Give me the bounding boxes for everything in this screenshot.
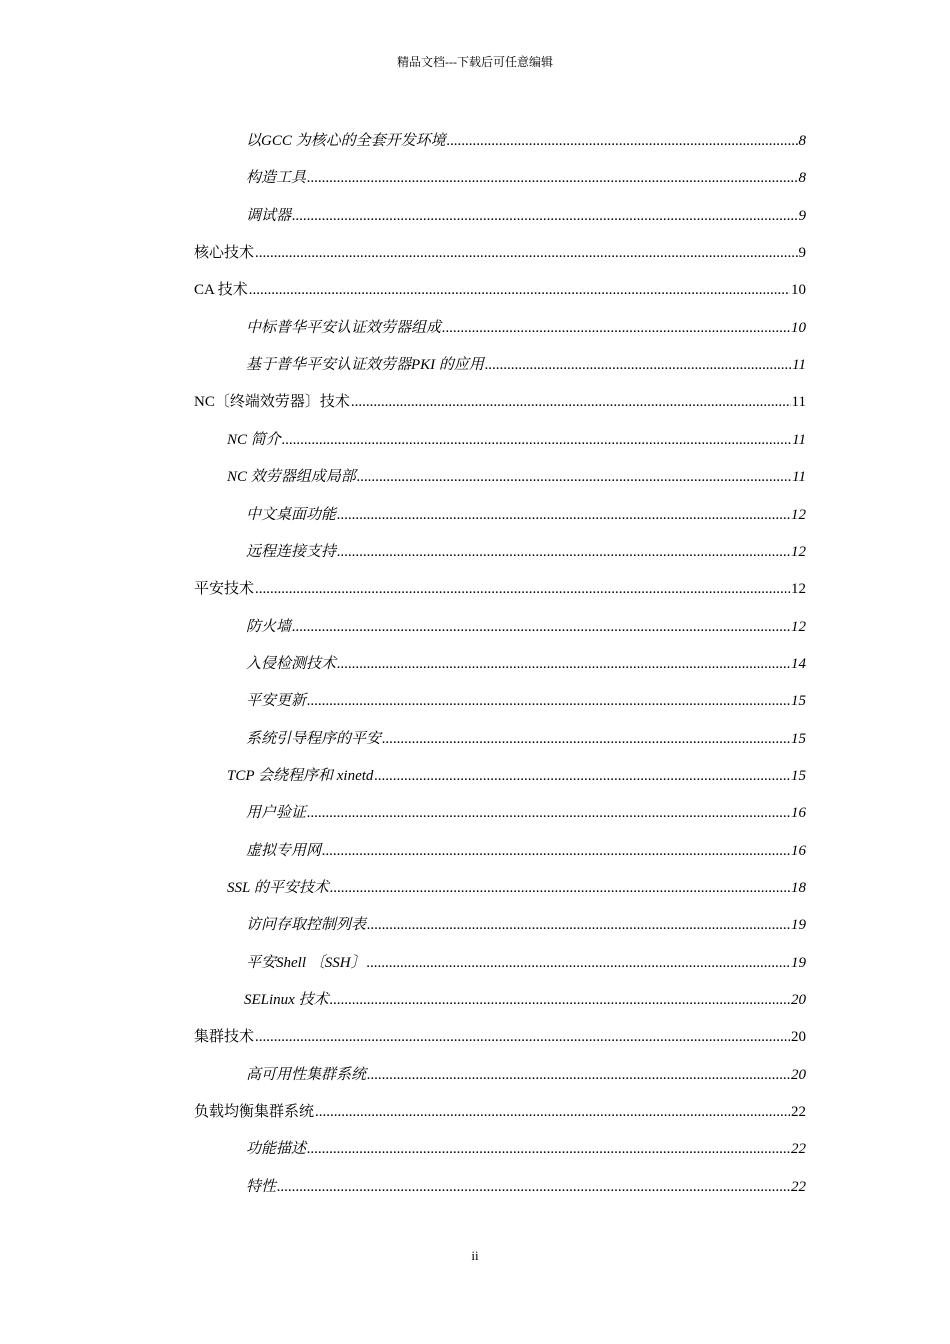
- dot-leader: [282, 425, 791, 455]
- toc-entry[interactable]: [246, 910, 806, 940]
- toc-entry-page-number: 11: [791, 394, 806, 411]
- toc-entry-page-number: 11: [792, 469, 806, 486]
- dot-leader: [357, 462, 791, 492]
- dot-leader: [315, 1097, 790, 1127]
- toc-entry-title: TCP 会绕程序和 xinetd: [227, 767, 374, 784]
- toc-entry-title: 高可用性集群系统: [246, 1066, 367, 1083]
- toc-entry[interactable]: [194, 275, 806, 305]
- toc-entry-title: 访问存取控制列表: [246, 917, 367, 934]
- toc-entry-title: 防火墙: [246, 618, 292, 635]
- dot-leader: [307, 798, 790, 828]
- toc-entry-title: 核心技术: [194, 245, 255, 262]
- dot-leader: [307, 1134, 790, 1164]
- toc-entry[interactable]: [194, 1097, 806, 1127]
- toc-entry-page-number: 15: [791, 730, 806, 747]
- toc-entry[interactable]: [227, 462, 806, 492]
- dot-leader: [307, 686, 790, 716]
- dot-leader: [255, 574, 790, 604]
- toc-entry-page-number: 16: [791, 842, 806, 859]
- toc-entry[interactable]: [246, 126, 806, 156]
- toc-entry-title: NC 简介: [227, 431, 281, 448]
- toc-entry[interactable]: [194, 238, 806, 268]
- toc-entry[interactable]: [246, 163, 806, 193]
- toc-entry[interactable]: [246, 836, 806, 866]
- page-header: 精品文档---下载后可任意编辑: [397, 55, 553, 69]
- toc-entry-title: 远程连接支持: [246, 543, 337, 560]
- dot-leader: [382, 724, 790, 754]
- dot-leader: [447, 126, 798, 156]
- page-number: ii: [471, 1248, 479, 1263]
- toc-entry-title: 虚拟专用网: [246, 842, 322, 859]
- toc-entry-page-number: 19: [791, 954, 806, 971]
- toc-entry-title: 功能描述: [246, 1141, 307, 1158]
- toc-entry[interactable]: [246, 948, 806, 978]
- toc-entry[interactable]: [227, 425, 806, 455]
- toc-entry[interactable]: [194, 387, 806, 417]
- toc-entry[interactable]: [194, 574, 806, 604]
- toc-entry-page-number: 15: [791, 693, 806, 710]
- toc-entry-page-number: 8: [798, 170, 806, 187]
- toc-entry-title: 平安更新: [246, 693, 307, 710]
- toc-entry-title: 入侵检测技术: [246, 655, 337, 672]
- toc-entry-title: 以GCC 为核心的全套开发环境: [246, 133, 446, 149]
- dot-leader: [255, 238, 797, 268]
- toc-entry-page-number: 22: [791, 1141, 806, 1158]
- toc-entry-page-number: 22: [791, 1104, 806, 1121]
- toc-entry-title: 调试器: [246, 207, 292, 224]
- toc-entry-title: 负载均衡集群系统: [194, 1104, 315, 1121]
- toc-entry-title: NC 效劳器组成局部: [227, 469, 356, 486]
- toc-entry-page-number: 20: [791, 992, 806, 1009]
- dot-leader: [255, 1022, 790, 1052]
- toc-entry-page-number: 11: [792, 357, 806, 374]
- toc-entry-page-number: 19: [791, 917, 806, 934]
- toc-entry-title: 系统引导程序的平安: [246, 730, 382, 747]
- toc-entry-page-number: 8: [798, 133, 806, 149]
- toc-entry-page-number: 10: [791, 319, 806, 336]
- toc-entry-page-number: 12: [791, 618, 806, 635]
- toc-entry-page-number: 20: [791, 1066, 806, 1083]
- toc-entry-title: 特性: [246, 1178, 277, 1195]
- toc-entry-page-number: 9: [798, 245, 806, 262]
- toc-entry[interactable]: [246, 500, 806, 530]
- dot-leader: [330, 985, 790, 1015]
- dot-leader: [307, 163, 797, 193]
- toc-entry[interactable]: [246, 1060, 806, 1090]
- toc-entry-page-number: 20: [791, 1029, 806, 1046]
- toc-entry-page-number: 15: [791, 767, 806, 784]
- toc-entry[interactable]: [246, 313, 806, 343]
- dot-leader: [337, 649, 790, 679]
- toc-entry-page-number: 18: [791, 880, 806, 896]
- toc-entry[interactable]: [244, 985, 806, 1015]
- dot-leader: [367, 1060, 790, 1090]
- dot-leader: [351, 387, 791, 417]
- toc-entry-page-number: 12: [791, 506, 806, 523]
- toc-entry-title: 中文桌面功能: [246, 506, 337, 523]
- toc-entry-title: NC〔终端效劳器〕技术: [194, 394, 350, 411]
- toc-entry[interactable]: [246, 612, 806, 642]
- toc-entry-title: CA 技术: [194, 282, 248, 299]
- toc-entry-title: 构造工具: [246, 170, 307, 187]
- toc-entry[interactable]: [227, 873, 806, 903]
- toc-entry[interactable]: [246, 724, 806, 754]
- dot-leader: [249, 275, 790, 305]
- toc-entry-page-number: 9: [798, 207, 806, 224]
- toc-entry-title: 平安Shell 〔SSH〕: [246, 954, 366, 971]
- toc-entry[interactable]: [246, 537, 806, 567]
- dot-leader: [485, 350, 791, 380]
- toc-entry[interactable]: [246, 798, 806, 828]
- toc-entry-page-number: 22: [791, 1178, 806, 1195]
- toc-entry[interactable]: [246, 350, 806, 380]
- toc-entry[interactable]: [227, 761, 806, 791]
- toc-entry[interactable]: [246, 1134, 806, 1164]
- dot-leader: [292, 612, 790, 642]
- toc-entry-page-number: 11: [792, 431, 806, 448]
- dot-leader: [374, 761, 790, 791]
- toc-entry-title: 中标普华平安认证效劳器组成: [246, 319, 442, 336]
- toc-entry-page-number: 12: [791, 581, 806, 598]
- toc-entry-title: SELinux 技术: [244, 992, 329, 1009]
- dot-leader: [330, 873, 790, 903]
- toc-entry-page-number: 14: [791, 655, 806, 672]
- toc-entry-page-number: 10: [791, 282, 806, 299]
- toc-entry[interactable]: [246, 649, 806, 679]
- toc-entry-title: 用户验证: [246, 805, 307, 822]
- toc-entry[interactable]: [194, 1022, 806, 1052]
- dot-leader: [442, 313, 790, 343]
- dot-leader: [337, 500, 790, 530]
- dot-leader: [292, 201, 797, 231]
- dot-leader: [367, 910, 790, 940]
- toc-entry[interactable]: [246, 1172, 806, 1202]
- dot-leader: [322, 836, 790, 866]
- dot-leader: [277, 1172, 790, 1202]
- toc-entry-page-number: 16: [791, 805, 806, 822]
- toc-entry[interactable]: [246, 686, 806, 716]
- toc-entry-title: 平安技术: [194, 581, 255, 598]
- toc-entry-title: 集群技术: [194, 1029, 255, 1046]
- toc-entry-title: 基于普华平安认证效劳器PKI 的应用: [246, 357, 484, 374]
- dot-leader: [337, 537, 790, 567]
- toc-entry-page-number: 12: [791, 543, 806, 560]
- toc-entry[interactable]: [246, 201, 806, 231]
- dot-leader: [367, 948, 790, 978]
- toc-entry-title: SSL 的平安技术: [227, 880, 329, 896]
